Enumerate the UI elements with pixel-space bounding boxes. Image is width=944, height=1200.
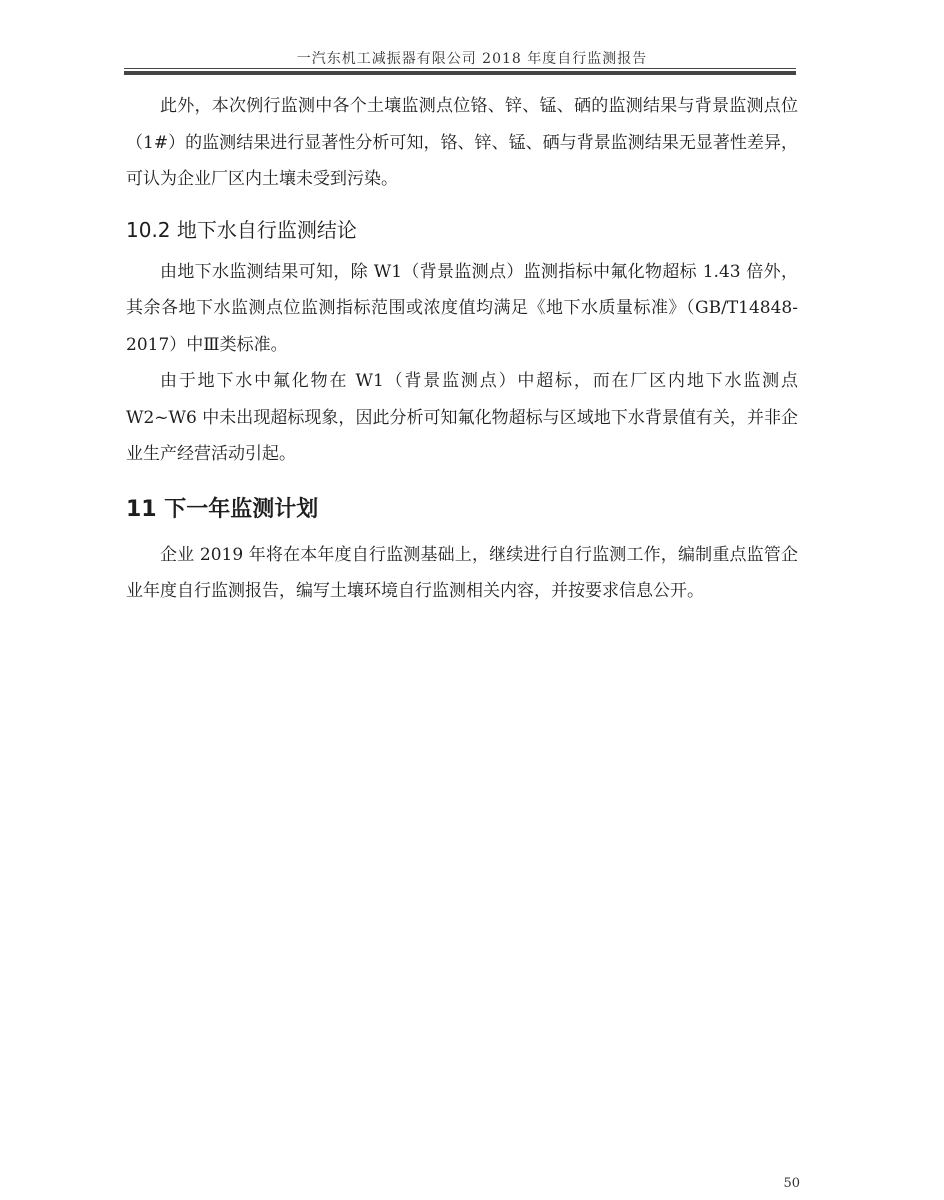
running-header: 一汽东机工减振器有限公司 2018 年度自行监测报告 [296,51,648,67]
groundwater-heading: 10.2 地下水自行监测结论 [126,217,357,242]
soil-conclusion-paragraph: 此外，本次例行监测中各个土壤监测点位铬、锌、锰、硒的监测结果与背景监测点位（1#）的监测结果进行显著性分析可知，铬、锌、锰、硒与背景监测结果无显著性差异，可认为企业厂区内土壤未受到污染。 [126,96,798,189]
page-number: 50 [783,1176,800,1191]
next-year-plan-heading: 11 下一年监测计划 [126,496,319,522]
page-content [126,88,798,610]
groundwater-paragraph-2: 由于地下水中氟化物在 W1（背景监测点）中超标，而在厂区内地下水监测点W2~W6 中未出现超标现象，因此分析可知氟化物超标与区域地下水背景值有关，并非企业生产经营活动引起。 [126,371,798,464]
header-rule [124,68,796,76]
header-rule-thin [124,68,796,69]
next-year-plan-paragraph: 企业 2019 年将在本年度自行监测基础上，继续进行自行监测工作，编制重点监管企业年度自行监测报告，编写土壤环境自行监测相关内容，并按要求信息公开。 [126,544,798,601]
groundwater-paragraph-1: 由地下水监测结果可知，除 W1（背景监测点）监测指标中氟化物超标 1.43 倍外，其余各地下水监测点位监测指标范围或浓度值均满足《地下水质量标准》（GB/T14848-2017）中Ⅲ类标准。 [126,261,798,355]
header-rule-thick [124,71,796,75]
